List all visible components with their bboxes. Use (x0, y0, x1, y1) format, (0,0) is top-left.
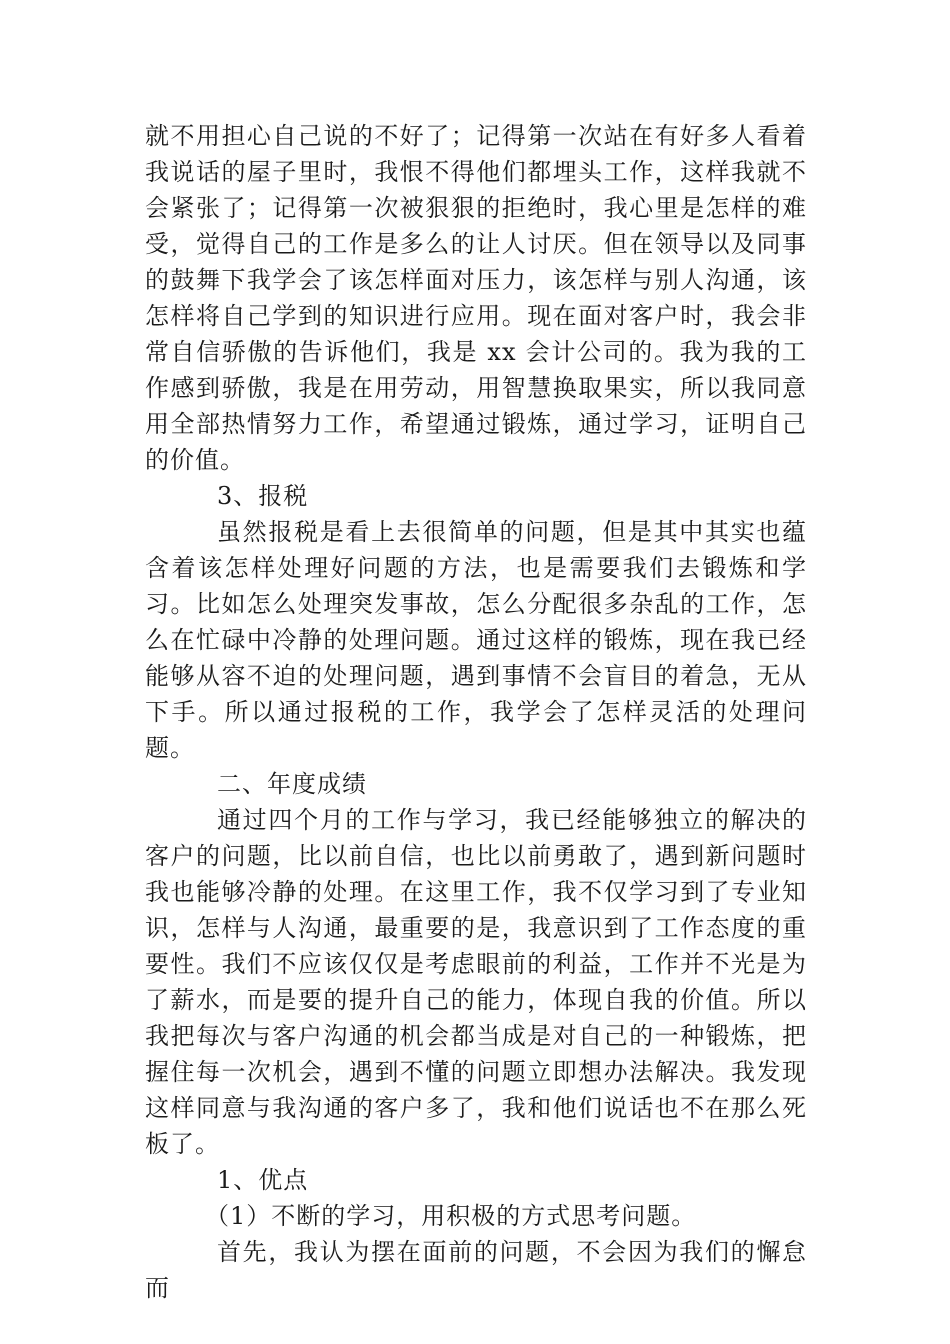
section-heading-annual-results: 二、年度成绩 (217, 770, 367, 798)
paragraph-continued: 就不用担心自己说的不好了；记得第一次站在有好多人看着我说话的屋子里时，我恨不得他们都埋头工作，这样我就不会紧张了；记得第一次被狠狠的拒绝时，我心里是怎样的难受，觉得自己的工作是多么的让人讨厌。但在领导以及同事的鼓舞下我学会了该怎样面对压力，该怎样与别人沟通，该怎样将自己学到的知识进行应用。现在面对客户时，我会非常自信骄傲的告诉他们，我是 xx 会计公司的。我为我的工作感到骄傲，我是在用劳动，用智慧换取果实，所以我同意用全部热情努力工作，希望通过锻炼，通过学习，证明自己的价值。 (145, 122, 807, 474)
paragraph-tax: 虽然报税是看上去很简单的问题，但是其中其实也蕴含着该怎样处理好问题的方法，也是需要我们去锻炼和学习。比如怎么处理突发事故，怎么分配很多杂乱的工作，怎么在忙碌中冷静的处理问题。通过这样的锻炼，现在我已经能够从容不迫的处理问题，遇到事情不会盲目的着急，无从下手。所以通过报税的工作，我学会了怎样灵活的处理问题。 (145, 518, 807, 762)
section-heading-merits: 1、优点 (217, 1166, 309, 1194)
section-heading-tax: 3、报税 (217, 482, 309, 510)
document-body (145, 118, 807, 1306)
paragraph-annual-results: 通过四个月的工作与学习，我已经能够独立的解决的客户的问题，比以前自信，也比以前勇敢了，遇到新问题时我也能够冷静的处理。在这里工作，我不仅学习到了专业知识，怎样与人沟通，最重要的是，我意识到了工作态度的重要性。我们不应该仅仅是考虑眼前的利益，工作并不光是为了薪水，而是要的提升自己的能力，体现自我的价值。所以我把每次与客户沟通的机会都当成是对自己的一种锻炼，把握住每一次机会，遇到不懂的问题立即想办法解决。我发现这样同意与我沟通的客户多了，我和他们说话也不在那么死板了。 (145, 806, 807, 1158)
paragraph-first: 首先，我认为摆在面前的问题，不会因为我们的懈怠而 (145, 1238, 807, 1302)
subheading-continuous-learning: （1）不断的学习，用积极的方式思考问题。 (205, 1202, 697, 1230)
